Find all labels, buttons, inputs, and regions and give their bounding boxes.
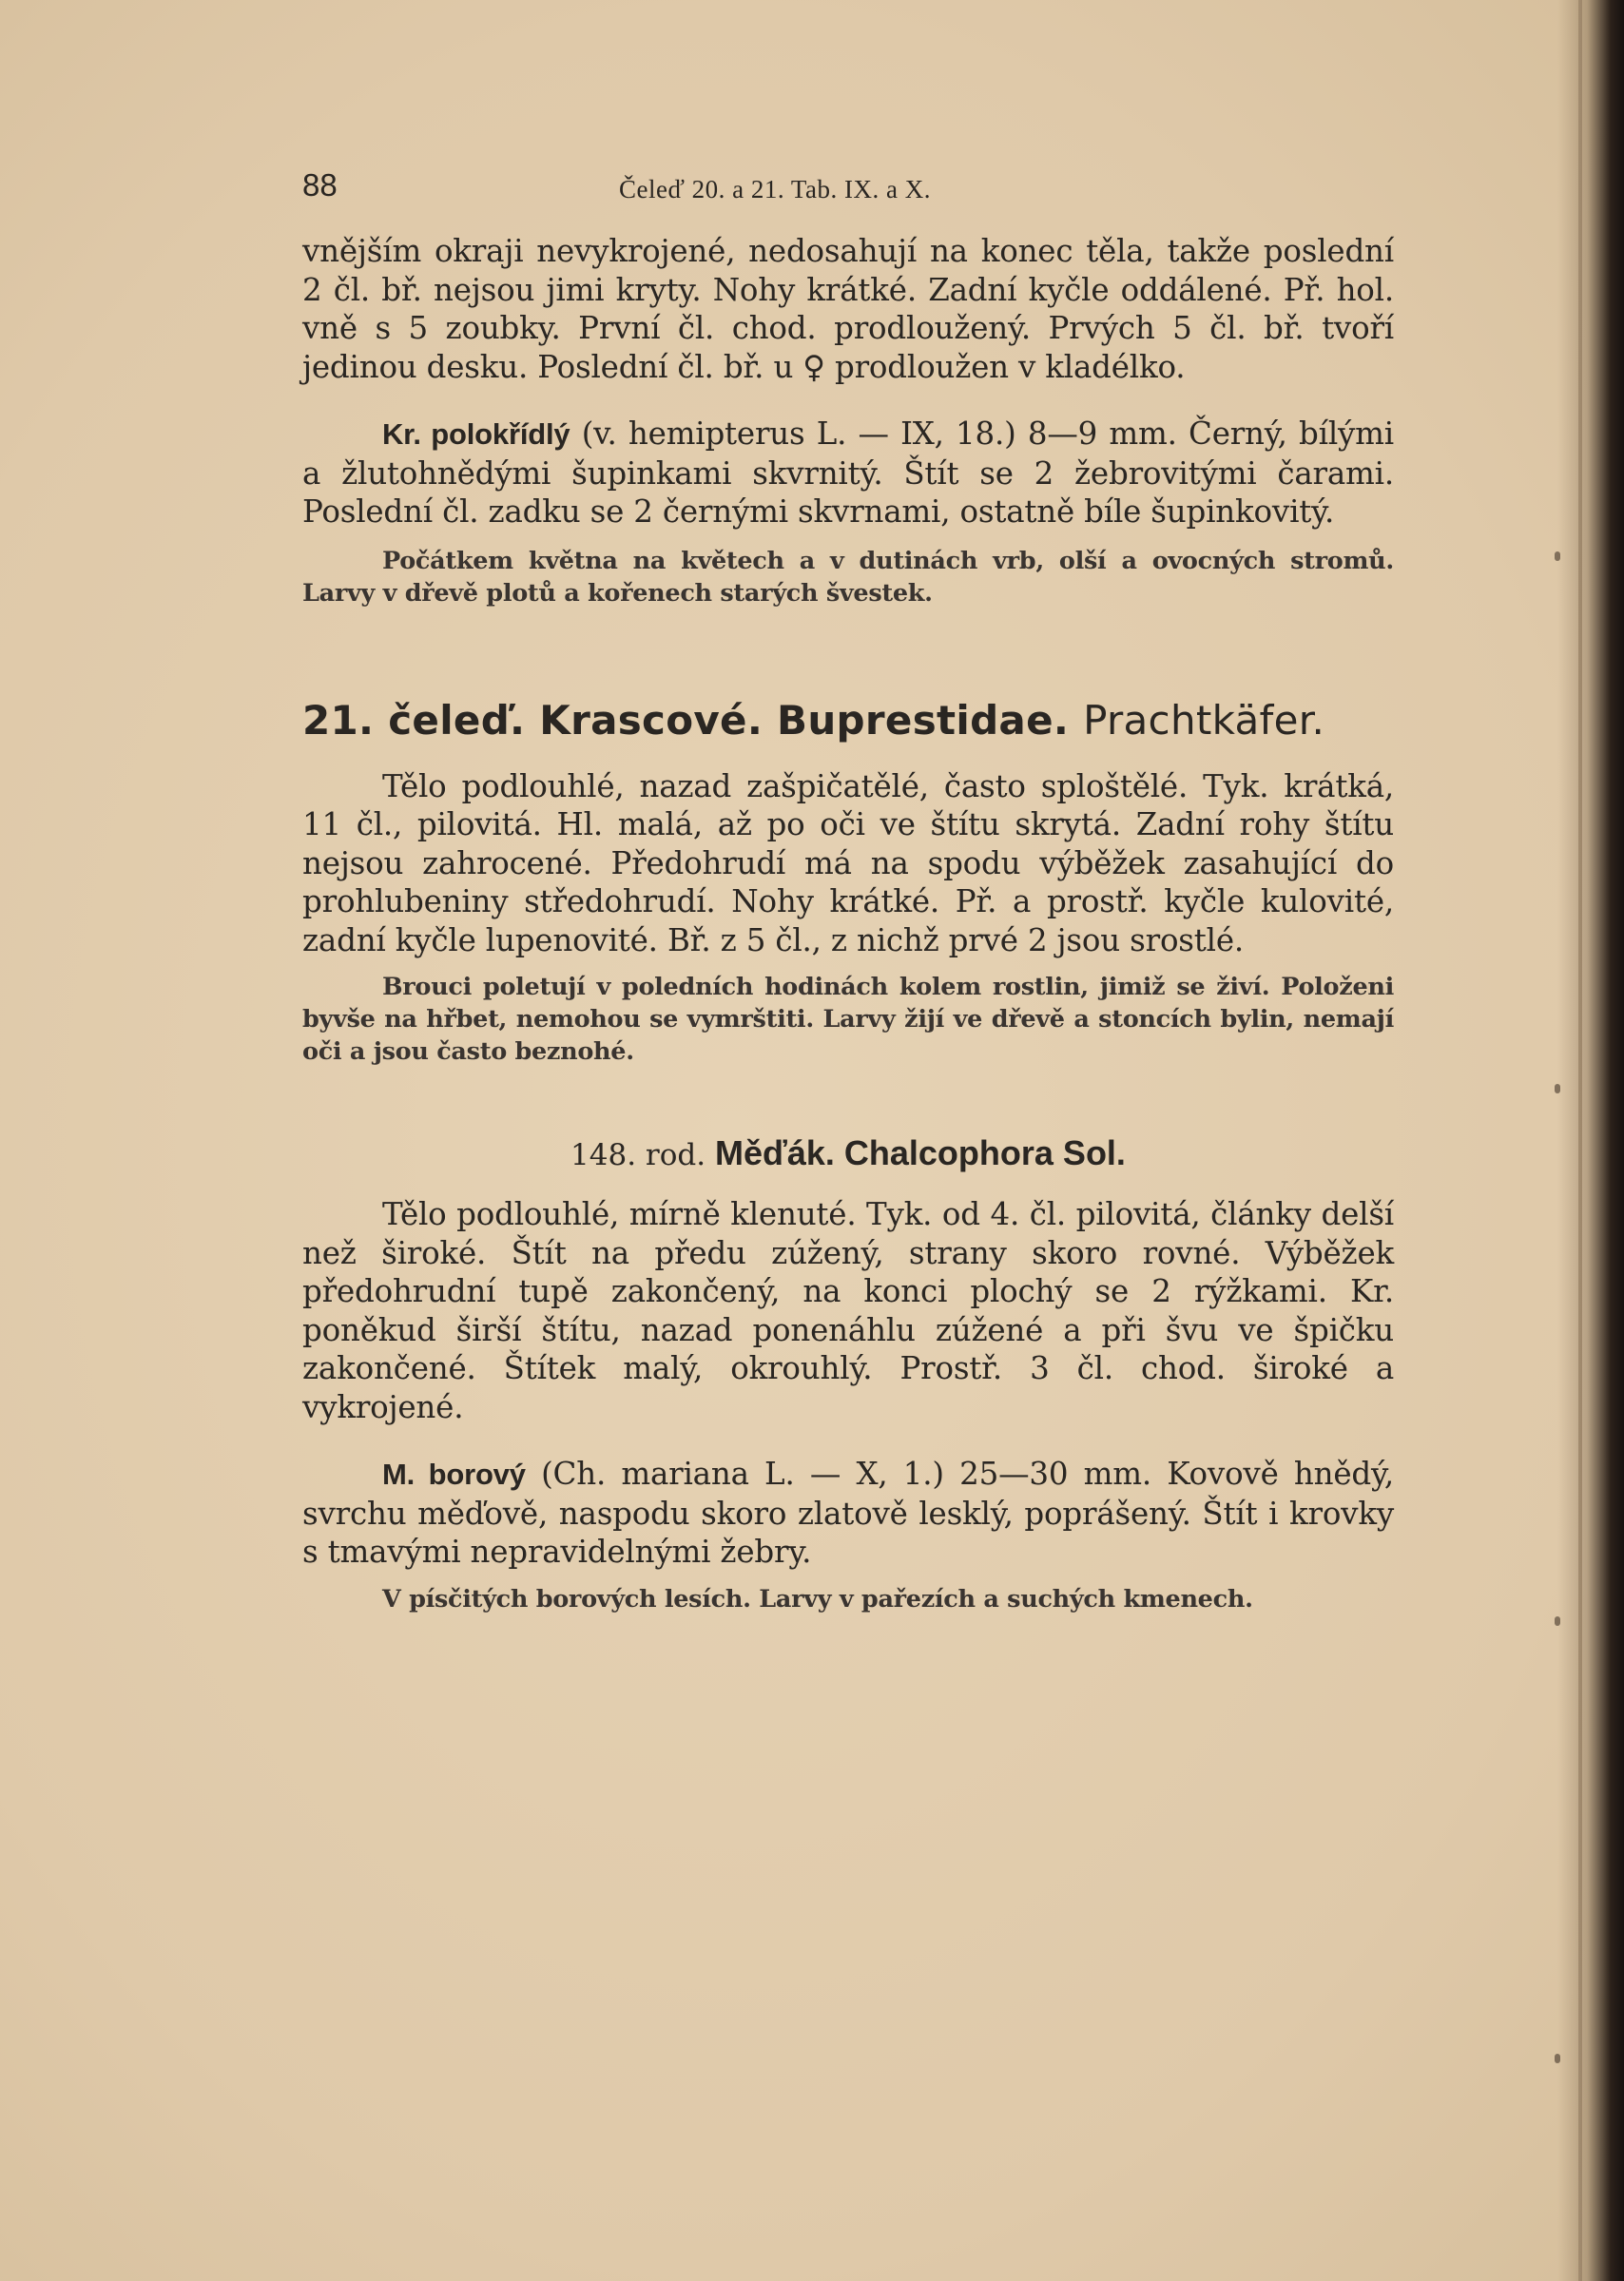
family-note: Brouci poletují v poledních hodinách kolem rostlin, jimiž se živí. Položeni byvše na hřbet, nemohou se vymrštiti. Larvy žijí ve dřevě a stoncích bylin, nemají oči a jsou často beznohé. (302, 973, 1394, 1066)
species-description: (v. hemipterus L. — IX, 18.) 8—9 mm. Černý, bílými a žlutohnědými šupinkami skvrnitý. Štít se 2 žebrovitými čarami. Poslední čl. zadku se 2 černými skvrnami, ostatně bíle šupinkovitý. (302, 416, 1394, 530)
family-description: Tělo podlouhlé, nazad zašpičatělé, často sploštělé. Tyk. krátká, 11 čl., pilovitá. Hl. malá, až po oči ve štítu skrytá. Zadní rohy štítu nejsou zahrocené. Předohrudí má na spodu výběžek zasahující do prohlubeniny středohrudí. Nohy krátké. Př. a prostř. kyčle kulovité, zadní kyčle lupenovité. Bř. z 5 čl., z nichž prvé 2 jsou srostlé. (302, 767, 1394, 958)
page-header (302, 167, 1394, 215)
family-heading (302, 697, 1394, 744)
continuation-paragraph: vnějším okraji nevykrojené, nedosahují na konec těla, takže poslední 2 čl. bř. nejsou jimi kryty. Nohy krátké. Zadní kyčle oddálené. Př. hol. vně s 5 zoubky. První čl. chod. prodloužený. Prvých 5 čl. bř. tvoří jedinou desku. Poslední čl. bř. u ♀ prodloužen v kladélko. (302, 233, 1394, 385)
genus-description: Tělo podlouhlé, mírně klenuté. Tyk. od 4. čl. pilovitá, články delší než široké. Štít na předu zúžený, strany skoro rovné. Výběžek předohrudní tupě zakončený, na konci plochý se 2 rýžkami. Kr. poněkud širší štítu, nazad ponenáhlu zúžené a při švu ve špičku zakončené. Štítek malý, okrouhlý. Prostř. 3 čl. chod. široké a vykrojené. (302, 1196, 1394, 1425)
species-note: Počátkem května na květech a v dutinách vrb, olší a ovocných stromů. Larvy v dřevě plotů a kořenech starých švestek. (302, 546, 1394, 608)
species-name: M. borový (382, 1458, 526, 1491)
species-entry-polokridly (302, 415, 1394, 532)
page-content (302, 167, 1394, 1615)
family-heading-german: Prachtkäfer. (1083, 696, 1325, 744)
species-note: V písčitých borových lesích. Larvy v pařezích a suchých kmenech. (382, 1584, 1253, 1614)
family-heading-bold: 21. čeleď. Krascové. Buprestidae. (302, 696, 1070, 744)
margin-specks (1555, 551, 1574, 2073)
species-name: Kr. polokřídlý (382, 417, 570, 451)
species-description: (Ch. mariana L. — X, 1.) 25—30 mm. Kovově hnědý, svrchu měďově, naspodu skoro zlatově lesklý, poprášený. Štít i krovky s tmavými nepravidelnými žebry. (302, 1456, 1394, 1570)
running-head: Čeleď 20. a 21. Tab. IX. a X. (619, 175, 931, 203)
species-entry-borovy (302, 1455, 1394, 1572)
page-number: 88 (302, 167, 338, 203)
genus-prefix: 148. rod. (570, 1138, 706, 1172)
genus-heading (302, 1132, 1394, 1176)
genus-name: Měďák. Chalcophora Sol. (714, 1133, 1126, 1172)
